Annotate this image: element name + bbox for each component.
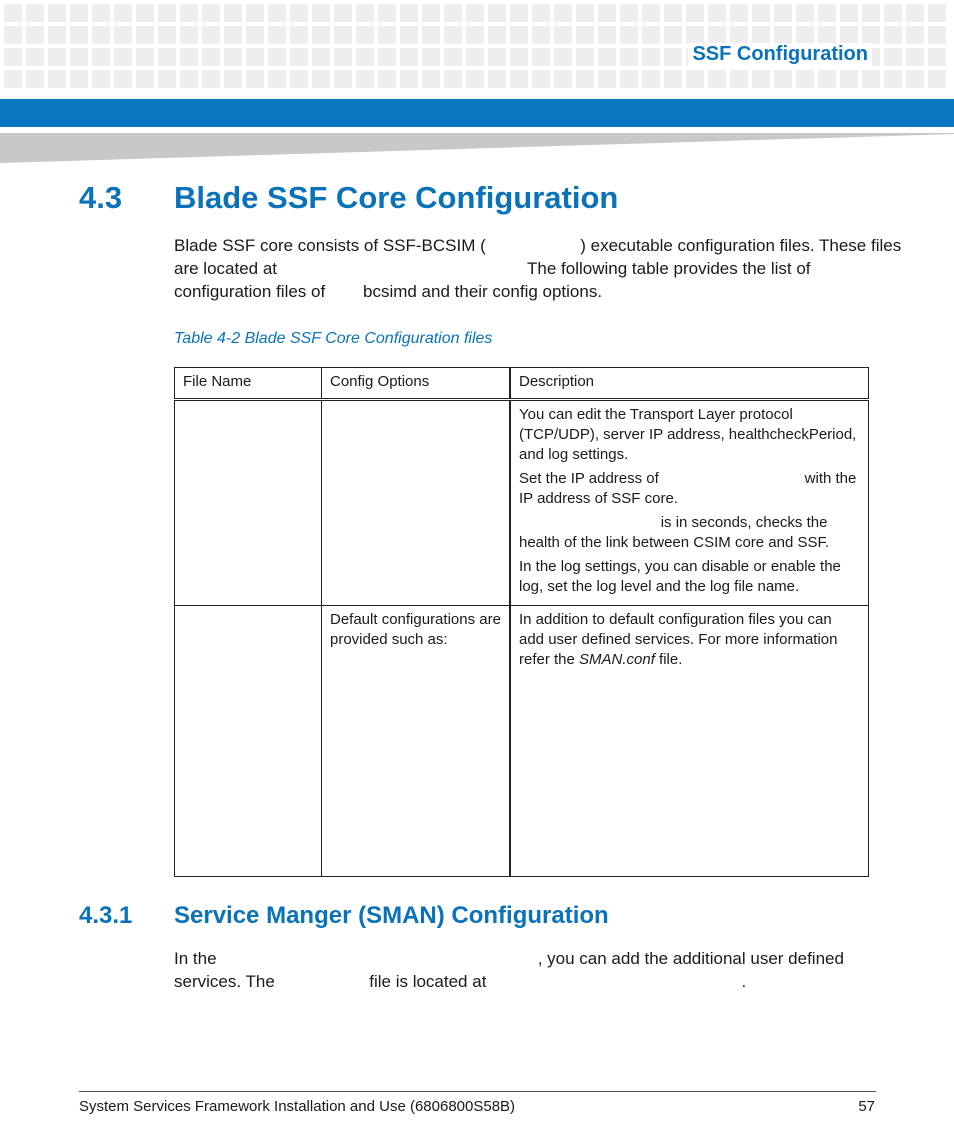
- pattern-tile: [620, 26, 638, 44]
- pattern-tile: [290, 48, 308, 66]
- pattern-tile: [246, 70, 264, 88]
- subsection-number: 4.3.1: [79, 902, 133, 929]
- pattern-tile: [664, 70, 682, 88]
- pattern-tile: [136, 70, 154, 88]
- pattern-tile: [158, 48, 176, 66]
- pattern-tile: [4, 70, 22, 88]
- section-number: 4.3: [79, 180, 123, 215]
- header-blue-bar: [0, 99, 954, 127]
- pattern-tile: [664, 48, 682, 66]
- pattern-tile: [488, 4, 506, 22]
- pattern-tile: [290, 4, 308, 22]
- pattern-tile: [884, 70, 902, 88]
- pattern-tile: [378, 4, 396, 22]
- cell-config-options: Default configurations are provided such as:: [322, 606, 511, 877]
- description-paragraph: is in seconds, checks the health of the link between CSIM core and SSF.: [519, 514, 832, 551]
- pattern-tile: [466, 70, 484, 88]
- pattern-tile: [576, 26, 594, 44]
- pattern-tile: [642, 48, 660, 66]
- pattern-tile: [664, 4, 682, 22]
- pattern-tile: [598, 48, 616, 66]
- pattern-tile: [686, 26, 704, 44]
- pattern-tile: [268, 48, 286, 66]
- pattern-tile: [686, 4, 704, 22]
- pattern-tile: [598, 70, 616, 88]
- pattern-tile: [378, 48, 396, 66]
- pattern-tile: [620, 48, 638, 66]
- pattern-tile: [818, 4, 836, 22]
- pattern-tile: [818, 70, 836, 88]
- pattern-tile: [686, 70, 704, 88]
- cell-description: [510, 400, 869, 606]
- pattern-tile: [246, 26, 264, 44]
- pattern-tile: [180, 4, 198, 22]
- intro-line: are located at The following table provides the list of: [174, 259, 811, 278]
- cell-config-options: [322, 400, 511, 606]
- table-header-row: [175, 368, 869, 400]
- pattern-tile: [532, 48, 550, 66]
- running-header-title: SSF Configuration: [688, 43, 872, 66]
- pattern-tile: [554, 26, 572, 44]
- pattern-tile: [510, 4, 528, 22]
- pattern-tile: [928, 26, 946, 44]
- pattern-tile: [422, 70, 440, 88]
- pattern-tile: [48, 26, 66, 44]
- subsection-heading: [79, 902, 609, 930]
- intro-paragraph: [174, 234, 902, 303]
- pattern-tile: [554, 70, 572, 88]
- pattern-tile: [532, 26, 550, 44]
- pattern-tile: [202, 26, 220, 44]
- pattern-tile: [92, 48, 110, 66]
- pattern-tile: [884, 4, 902, 22]
- pattern-tile: [906, 70, 924, 88]
- description-text-end: file.: [654, 651, 683, 668]
- pattern-tile: [884, 48, 902, 66]
- pattern-tile: [224, 4, 242, 22]
- header-file-name: File Name: [175, 368, 322, 400]
- pattern-tile: [268, 70, 286, 88]
- pattern-tile: [422, 48, 440, 66]
- pattern-tile: [290, 70, 308, 88]
- description-text: In addition to default configuration files you can add user defined services. For more information refer the: [519, 611, 838, 668]
- pattern-tile: [444, 4, 462, 22]
- pattern-tile: [114, 26, 132, 44]
- section-title: Blade SSF Core Configuration: [174, 180, 619, 215]
- pattern-tile: [598, 26, 616, 44]
- header-gray-wedge: [0, 133, 954, 163]
- pattern-tile: [708, 26, 726, 44]
- pattern-tile: [224, 70, 242, 88]
- pattern-tile: [444, 26, 462, 44]
- pattern-tile: [48, 4, 66, 22]
- pattern-tile: [730, 70, 748, 88]
- section-heading: [79, 180, 618, 216]
- pattern-tile: [928, 4, 946, 22]
- pattern-tile: [708, 4, 726, 22]
- pattern-tile: [202, 48, 220, 66]
- pattern-tile: [378, 26, 396, 44]
- pattern-tile: [26, 70, 44, 88]
- pattern-tile: [224, 26, 242, 44]
- pattern-tile: [180, 48, 198, 66]
- pattern-tile: [136, 4, 154, 22]
- pattern-tile: [664, 26, 682, 44]
- pattern-tile: [290, 26, 308, 44]
- subsection-title: Service Manger (SMAN) Configuration: [174, 902, 609, 929]
- pattern-tile: [444, 70, 462, 88]
- pattern-tile: [488, 70, 506, 88]
- cell-description: [510, 606, 869, 877]
- pattern-tile: [928, 70, 946, 88]
- config-files-table: [174, 367, 869, 877]
- pattern-tile: [334, 48, 352, 66]
- pattern-tile: [532, 4, 550, 22]
- pattern-tile: [246, 4, 264, 22]
- pattern-tile: [312, 48, 330, 66]
- pattern-tile: [26, 26, 44, 44]
- header-description: Description: [510, 368, 869, 400]
- pattern-tile: [928, 48, 946, 66]
- pattern-tile: [466, 48, 484, 66]
- pattern-tile: [356, 48, 374, 66]
- pattern-tile: [136, 26, 154, 44]
- pattern-tile: [752, 4, 770, 22]
- pattern-tile: [268, 26, 286, 44]
- subsection-paragraph: [174, 947, 874, 993]
- pattern-tile: [620, 4, 638, 22]
- pattern-tile: [642, 26, 660, 44]
- pattern-tile: [642, 70, 660, 88]
- table-caption: Table 4-2 Blade SSF Core Configuration files: [174, 330, 493, 347]
- body-line: In the , you can add the additional user defined: [174, 949, 844, 968]
- pattern-tile: [92, 70, 110, 88]
- pattern-tile: [26, 48, 44, 66]
- pattern-tile: [796, 4, 814, 22]
- pattern-tile: [334, 26, 352, 44]
- pattern-tile: [224, 48, 242, 66]
- pattern-tile: [114, 70, 132, 88]
- pattern-tile: [840, 4, 858, 22]
- body-line: services. The file is located at .: [174, 972, 747, 991]
- pattern-tile: [576, 4, 594, 22]
- pattern-tile: [400, 4, 418, 22]
- pattern-tile: [510, 48, 528, 66]
- pattern-tile: [554, 48, 572, 66]
- intro-line: Blade SSF core consists of SSF-BCSIM ( ) executable configuration files. These files: [174, 236, 902, 255]
- pattern-tile: [422, 26, 440, 44]
- pattern-tile: [466, 26, 484, 44]
- pattern-tile: [532, 70, 550, 88]
- pattern-tile: [862, 4, 880, 22]
- pattern-tile: [818, 26, 836, 44]
- pattern-tile: [26, 4, 44, 22]
- page-number: 57: [858, 1098, 875, 1115]
- pattern-tile: [598, 4, 616, 22]
- pattern-tile: [70, 70, 88, 88]
- pattern-tile: [378, 70, 396, 88]
- pattern-tile: [202, 70, 220, 88]
- pattern-tile: [158, 26, 176, 44]
- table-row: [175, 606, 869, 877]
- header-config-options: Config Options: [322, 368, 511, 400]
- pattern-tile: [356, 26, 374, 44]
- pattern-tile: [488, 48, 506, 66]
- pattern-tile: [620, 70, 638, 88]
- pattern-tile: [114, 4, 132, 22]
- description-paragraph: In the log settings, you can disable or enable the log, set the log level and the log file name.: [519, 558, 841, 595]
- pattern-tile: [356, 70, 374, 88]
- pattern-tile: [576, 48, 594, 66]
- pattern-tile: [466, 4, 484, 22]
- pattern-tile: [752, 26, 770, 44]
- pattern-tile: [862, 26, 880, 44]
- pattern-tile: [554, 4, 572, 22]
- pattern-tile: [840, 70, 858, 88]
- pattern-tile: [884, 26, 902, 44]
- pattern-tile: [92, 26, 110, 44]
- pattern-tile: [510, 26, 528, 44]
- pattern-tile: [4, 4, 22, 22]
- footer-rule: [79, 1091, 876, 1092]
- pattern-tile: [202, 4, 220, 22]
- cell-file-name: [175, 606, 322, 877]
- pattern-tile: [488, 26, 506, 44]
- pattern-tile: [642, 4, 660, 22]
- pattern-tile: [70, 4, 88, 22]
- pattern-tile: [136, 48, 154, 66]
- pattern-tile: [422, 4, 440, 22]
- cell-file-name: [175, 400, 322, 606]
- pattern-tile: [906, 48, 924, 66]
- pattern-tile: [4, 26, 22, 44]
- pattern-tile: [312, 4, 330, 22]
- pattern-tile: [48, 48, 66, 66]
- pattern-tile: [334, 70, 352, 88]
- pattern-tile: [4, 48, 22, 66]
- pattern-tile: [268, 4, 286, 22]
- pattern-tile: [576, 70, 594, 88]
- pattern-tile: [48, 70, 66, 88]
- pattern-tile: [180, 26, 198, 44]
- pattern-tile: [708, 70, 726, 88]
- pattern-tile: [796, 26, 814, 44]
- pattern-tile: [114, 48, 132, 66]
- pattern-tile: [510, 70, 528, 88]
- description-paragraph: You can edit the Transport Layer protocol (TCP/UDP), server IP address, healthcheckPeriod, and log settings.: [519, 406, 857, 463]
- pattern-tile: [400, 26, 418, 44]
- pattern-tile: [862, 70, 880, 88]
- pattern-tile: [906, 4, 924, 22]
- pattern-tile: [400, 48, 418, 66]
- pattern-tile: [752, 70, 770, 88]
- pattern-tile: [158, 70, 176, 88]
- pattern-tile: [70, 48, 88, 66]
- pattern-tile: [774, 26, 792, 44]
- pattern-tile: [444, 48, 462, 66]
- pattern-tile: [730, 26, 748, 44]
- pattern-tile: [92, 4, 110, 22]
- pattern-tile: [246, 48, 264, 66]
- pattern-tile: [334, 4, 352, 22]
- pattern-tile: [400, 70, 418, 88]
- pattern-tile: [312, 70, 330, 88]
- pattern-tile: [774, 70, 792, 88]
- pattern-tile: [730, 4, 748, 22]
- pattern-tile: [312, 26, 330, 44]
- pattern-tile: [180, 70, 198, 88]
- description-filename: SMAN.conf: [579, 651, 655, 668]
- pattern-tile: [840, 26, 858, 44]
- intro-line: configuration files of bcsimd and their config options.: [174, 282, 603, 301]
- pattern-tile: [774, 4, 792, 22]
- footer-document-title: System Services Framework Installation and Use (6806800S58B): [79, 1098, 516, 1115]
- pattern-tile: [70, 26, 88, 44]
- description-paragraph: Set the IP address of with the IP address of SSF core.: [519, 470, 861, 507]
- pattern-tile: [796, 70, 814, 88]
- pattern-tile: [158, 4, 176, 22]
- table-row: [175, 400, 869, 606]
- pattern-tile: [356, 4, 374, 22]
- pattern-tile: [906, 26, 924, 44]
